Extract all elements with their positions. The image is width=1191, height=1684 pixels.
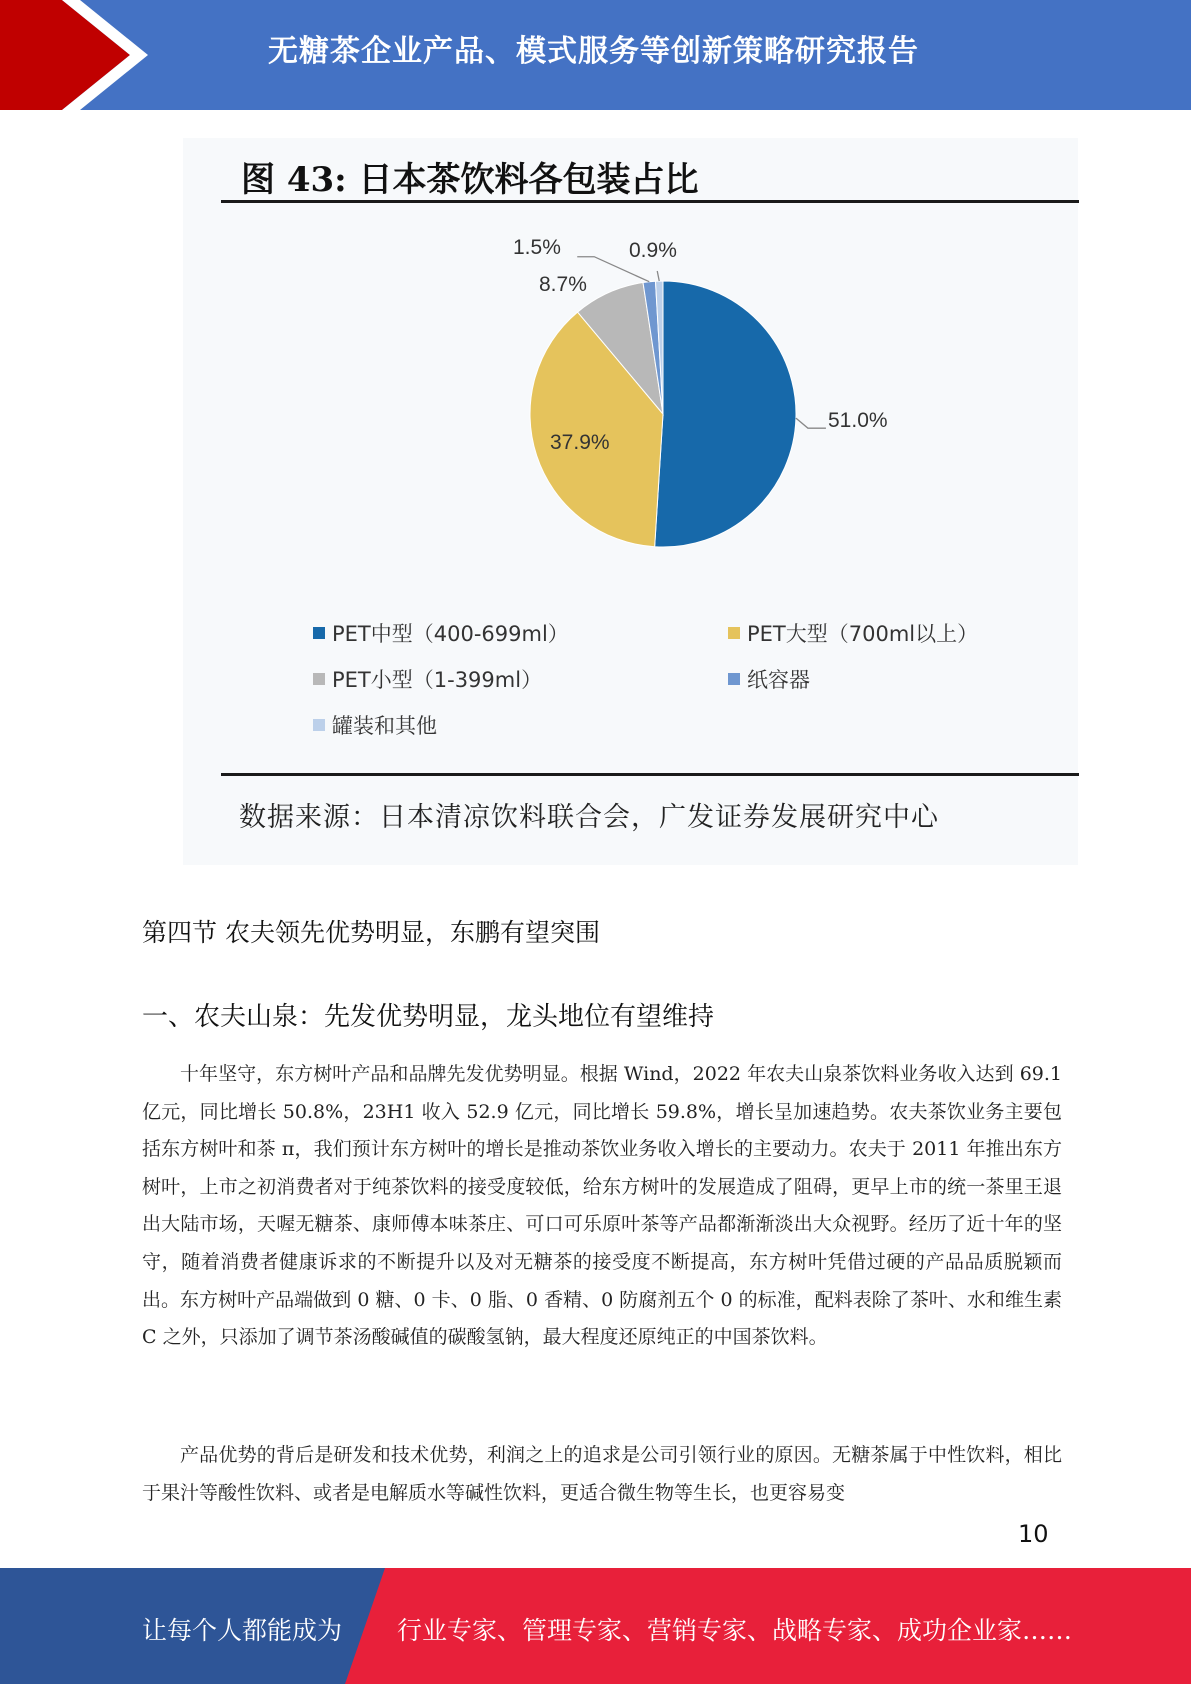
legend-label: 纸容器 — [747, 668, 810, 692]
legend-label: 罐装和其他 — [332, 714, 437, 738]
page-number: 10 — [1018, 1520, 1049, 1548]
legend-item — [728, 618, 978, 648]
figure-source: 数据来源：日本清凉饮料联合会，广发证券发展研究中心 — [239, 802, 939, 833]
header-banner — [0, 0, 1191, 110]
legend-item — [313, 664, 542, 694]
pie-value-label: 8.7% — [539, 273, 587, 296]
report-title: 无糖茶企业产品、模式服务等创新策略研究报告 — [268, 34, 919, 69]
pie-value-label: 0.9% — [629, 239, 677, 262]
pie-value-label: 51.0% — [828, 409, 888, 432]
legend-label: PET小型（1-399ml） — [332, 668, 543, 692]
pie-leader-line — [657, 271, 659, 281]
header-arrow-decoration — [0, 0, 180, 110]
figure-bottom-rule — [221, 773, 1079, 776]
legend-swatch — [313, 627, 325, 639]
legend-swatch — [313, 719, 325, 731]
figure-title: 图 43: 日本茶饮料各包装占比 — [241, 160, 699, 200]
legend-swatch — [313, 673, 325, 685]
legend-swatch — [728, 673, 740, 685]
legend-label: PET大型（700ml以上） — [747, 622, 979, 646]
paragraph-1: 十年坚守，东方树叶产品和品牌先发优势明显。根据 Wind，2022 年农夫山泉茶饮料业务收入达到 69.1 亿元，同比增长 50.8%，23H1 收入 52.9 亿元，同比增长 59.8%，增长呈加速趋势。农夫茶饮业务主要包括东方树叶和茶 π，我们预计东方树叶的增长是推动茶饮业务收入增长的主要动力。农夫于 2011 年推出东方树叶，上市之初消费者对于纯茶饮料的接受度较低，给东方树叶的发展造成了阻碍，更早上市的统一茶里王退出大陆市场，天喔无糖茶、康师傅本味茶庄、可口可乐原叶茶等产品都渐渐淡出大众视野。经历了近十年的坚守，随着消费者健康诉求的不断提升以及对无糖茶的接受度不断提高，东方树叶凭借过硬的产品品质脱颖而出。东方树叶产品端做到 0 糖、0 卡、0 脂、0 香精、0 防腐剂五个 0 的标准，配料表除了茶叶、水和维生素 C 之外，只添加了调节茶汤酸碱值的碳酸氢钠，最大程度还原纯正的中国茶饮料。 — [142, 1063, 1062, 1349]
footer-slogan-right: 行业专家、管理专家、营销专家、战略专家、成功企业家…… — [397, 1616, 1073, 1645]
section-heading: 第四节 农夫领先优势明显，东鹏有望突围 — [142, 918, 600, 947]
footer-banner — [0, 1568, 1191, 1684]
figure-panel — [183, 138, 1078, 865]
pie-value-label: 37.9% — [550, 431, 610, 454]
subsection-heading: 一、农夫山泉：先发优势明显，龙头地位有望维持 — [142, 1002, 715, 1032]
legend-item — [313, 618, 569, 648]
legend-swatch — [728, 627, 740, 639]
footer-slogan-left: 让每个人都能成为 — [142, 1616, 343, 1645]
legend-item — [313, 710, 437, 740]
pie-value-label: 1.5% — [513, 236, 561, 259]
pie-leader-line — [796, 418, 826, 428]
pie-slice — [655, 281, 796, 547]
legend-label: PET中型（400-699ml） — [332, 622, 569, 646]
paragraph-2: 产品优势的背后是研发和技术优势，利润之上的追求是公司引领行业的原因。无糖茶属于中性饮料，相比于果汁等酸性饮料、或者是电解质水等碱性饮料，更适合微生物等生长，也更容易变 — [142, 1444, 1062, 1504]
legend-item — [728, 664, 810, 694]
